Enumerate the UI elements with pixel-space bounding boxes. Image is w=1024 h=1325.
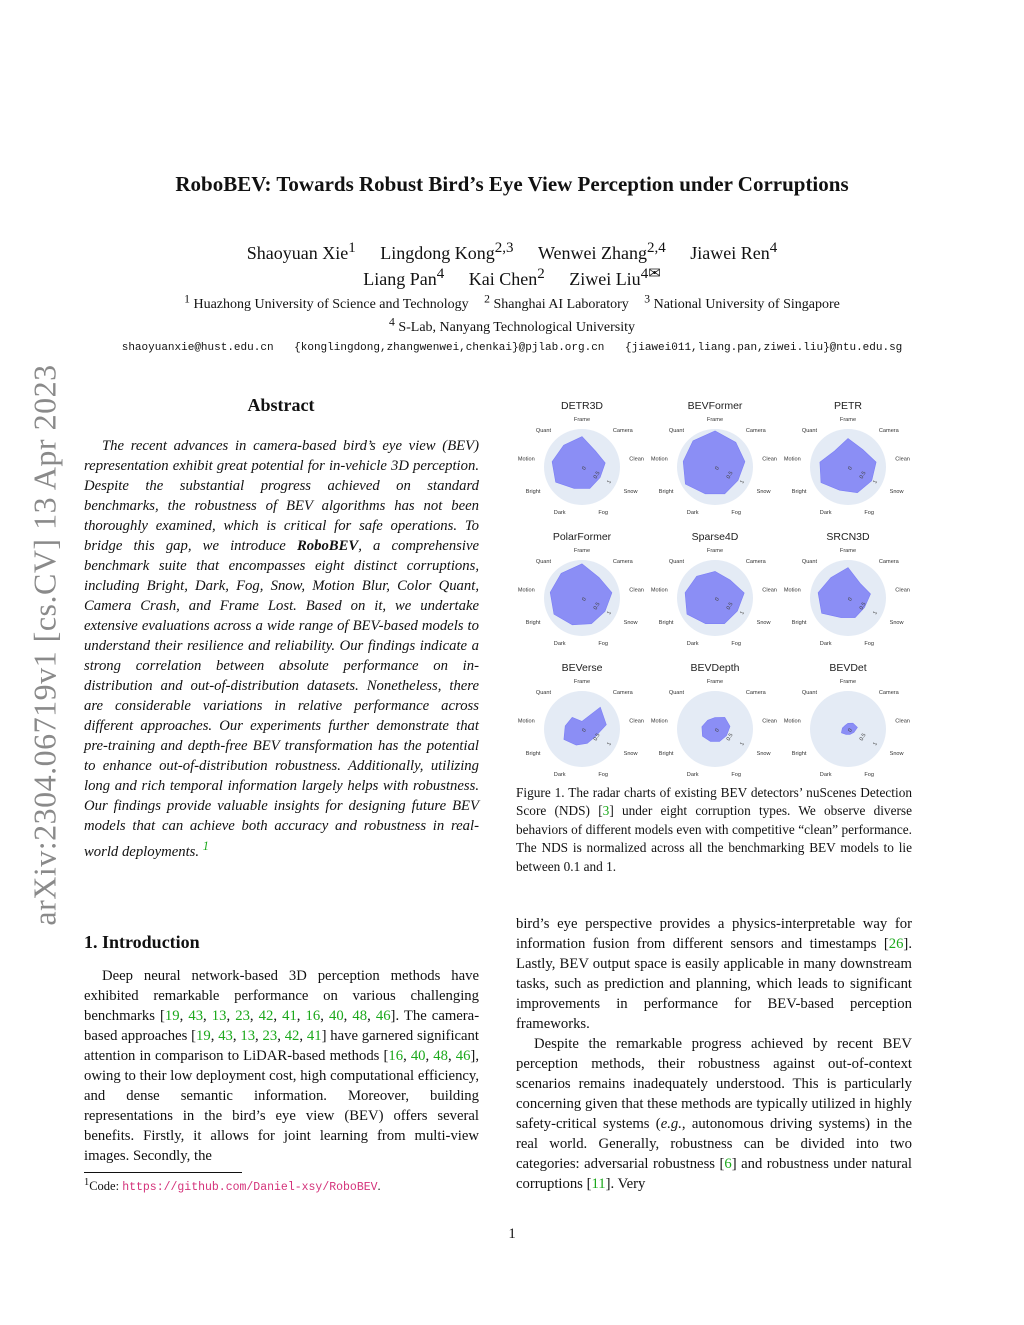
radar-axis-label: Frame bbox=[839, 417, 857, 423]
radar-tick-label: 1 bbox=[606, 610, 613, 616]
radar-axis-label: Snow bbox=[889, 489, 904, 495]
radar-axis-label: Snow bbox=[623, 751, 638, 757]
radar-chart-title: PETR bbox=[833, 400, 863, 412]
radar-tick-label: 0.5 bbox=[592, 470, 602, 480]
radar-chart-title: DETR3D bbox=[560, 400, 604, 412]
author: Liang Pan$^4$ bbox=[363, 266, 445, 289]
radar-axis-label: Frame bbox=[573, 548, 591, 554]
radar-axis-label: Camera bbox=[745, 690, 766, 697]
radar-axis-label: Quant bbox=[535, 690, 552, 697]
radar-chart bbox=[518, 662, 644, 778]
radar-chart-title: BEVerse bbox=[561, 662, 603, 674]
radar-axis-label: Bright bbox=[791, 620, 807, 626]
radar-axis-label: Quant bbox=[535, 559, 552, 566]
author-emails bbox=[0, 342, 1024, 354]
affiliation: $^3$ National University of Singapore bbox=[644, 292, 840, 312]
citation[interactable]: 23 bbox=[235, 1008, 250, 1024]
radar-chart bbox=[518, 400, 644, 516]
radar-axis-label: Camera bbox=[612, 559, 633, 566]
radar-tick-label: 0 bbox=[714, 465, 721, 472]
authors-line-1 bbox=[0, 240, 1024, 264]
footnote-rule bbox=[84, 1172, 242, 1173]
radar-axis-label: Camera bbox=[878, 428, 899, 435]
radar-tick-label: 1 bbox=[872, 610, 879, 616]
radar-axis-label: Dark bbox=[819, 510, 832, 517]
radar-chart-title: BEVDepth bbox=[690, 662, 740, 674]
radar-axis-label: Camera bbox=[612, 690, 633, 697]
radar-axis-label: Frame bbox=[839, 548, 857, 554]
citation[interactable]: 46 bbox=[455, 1048, 471, 1064]
radar-tick-label: 0 bbox=[847, 727, 854, 734]
arxiv-identifier: arXiv:2304.06719v1 [cs.CV] 13 Apr 2023 bbox=[26, 364, 63, 926]
radar-axis-label: Snow bbox=[756, 751, 771, 757]
citation[interactable]: 43 bbox=[218, 1028, 233, 1044]
radar-axis-label: Clean bbox=[762, 456, 777, 463]
radar-axis-label: Camera bbox=[878, 690, 899, 697]
affiliation: $^1$ Huazhong University of Science and Technology bbox=[184, 292, 469, 312]
radar-chart-title: BEVDet bbox=[829, 662, 867, 674]
footnote-mark[interactable]: 1 bbox=[202, 839, 209, 853]
radar-tick-label: 1 bbox=[739, 610, 746, 616]
radar-axis-label: Snow bbox=[889, 751, 904, 757]
footnote: $^1$Code: https://github.com/Daniel-xsy/RoboBEV. bbox=[84, 1177, 381, 1195]
radar-axis-label: Quant bbox=[668, 428, 685, 435]
radar-chart bbox=[651, 662, 777, 778]
citation[interactable]: 16 bbox=[388, 1048, 404, 1064]
page-number: 1 bbox=[508, 1226, 516, 1242]
radar-tick-label: 0.5 bbox=[592, 601, 602, 611]
radar-tick-label: 1 bbox=[606, 741, 613, 747]
radar-chart-figure bbox=[514, 392, 912, 779]
radar-axis-label: Clean bbox=[895, 456, 910, 463]
citation[interactable]: 40 bbox=[328, 1008, 344, 1024]
radar-axis-label: Motion bbox=[650, 587, 668, 594]
radar-axis-label: Dark bbox=[686, 772, 699, 779]
radar-axis-label: Bright bbox=[525, 751, 541, 757]
radar-tick-label: 1 bbox=[739, 741, 746, 747]
radar-axis-label: Motion bbox=[517, 456, 535, 463]
radar-axis-label: Fog bbox=[598, 641, 609, 648]
author: Kai Chen$^2$ bbox=[468, 266, 545, 289]
radar-axis-label: Camera bbox=[878, 559, 899, 566]
radar-axis-label: Motion bbox=[650, 456, 668, 463]
radar-axis-label: Bright bbox=[658, 751, 674, 757]
radar-axis-label: Quant bbox=[801, 559, 818, 566]
radar-axis-label: Bright bbox=[658, 489, 674, 495]
radar-axis-label: Dark bbox=[819, 641, 832, 648]
radar-axis-label: Clean bbox=[629, 718, 644, 725]
citation[interactable]: 42 bbox=[284, 1028, 300, 1044]
radar-tick-label: 0 bbox=[581, 596, 588, 603]
radar-axis-label: Motion bbox=[783, 587, 801, 594]
radar-tick-label: 1 bbox=[739, 479, 746, 485]
citation[interactable]: 43 bbox=[188, 1008, 204, 1024]
radar-axis-label: Dark bbox=[819, 772, 832, 779]
affiliations-line-2 bbox=[0, 315, 1024, 336]
radar-axis-label: Motion bbox=[783, 456, 801, 463]
radar-axis-label: Fog bbox=[864, 641, 875, 648]
radar-tick-label: 0 bbox=[714, 727, 721, 734]
citation[interactable]: 6 bbox=[724, 1156, 732, 1172]
radar-chart bbox=[651, 400, 777, 516]
radar-axis-label: Frame bbox=[839, 679, 857, 685]
radar-axis-label: Frame bbox=[573, 679, 591, 685]
radar-tick-label: 0 bbox=[714, 596, 721, 603]
radar-tick-label: 0.5 bbox=[858, 732, 868, 742]
email: shaoyuanxie@hust.edu.cn bbox=[121, 342, 274, 354]
citation[interactable]: 48 bbox=[433, 1048, 448, 1064]
radar-axis-label: Fog bbox=[731, 772, 742, 779]
author: Shaoyuan Xie$^1$ bbox=[246, 240, 356, 263]
radar-axis-label: Bright bbox=[525, 489, 541, 495]
radar-axis-label: Camera bbox=[745, 559, 766, 566]
radar-chart bbox=[518, 531, 644, 647]
radar-tick-label: 0 bbox=[581, 727, 588, 734]
citation[interactable]: 19 bbox=[164, 1008, 180, 1024]
radar-tick-label: 0.5 bbox=[725, 470, 735, 480]
radar-axis-label: Quant bbox=[801, 690, 818, 697]
section-heading-introduction: 1. Introduction bbox=[84, 932, 200, 952]
radar-tick-label: 0.5 bbox=[592, 732, 602, 742]
radar-chart bbox=[784, 400, 910, 516]
radar-axis-label: Dark bbox=[686, 641, 699, 648]
radar-axis-label: Motion bbox=[783, 718, 801, 725]
radar-axis-label: Snow bbox=[623, 489, 638, 495]
radar-axis-label: Bright bbox=[658, 620, 674, 626]
citation[interactable]: 11 bbox=[591, 1176, 606, 1192]
author: Ziwei Liu$^{4✉}$ bbox=[569, 266, 661, 289]
paper-title: RoboBEV: Towards Robust Bird’s Eye View Perception under Corruptions bbox=[175, 172, 849, 196]
radar-chart-title: BEVFormer bbox=[687, 400, 743, 412]
author: Lingdong Kong$^{2,3}$ bbox=[380, 240, 514, 263]
radar-axis-label: Clean bbox=[895, 587, 910, 594]
radar-axis-label: Quant bbox=[801, 428, 818, 435]
radar-axis-label: Camera bbox=[612, 428, 633, 435]
radar-axis-label: Motion bbox=[650, 718, 668, 725]
affiliation: $^2$ Shanghai AI Laboratory bbox=[484, 292, 629, 312]
radar-chart bbox=[651, 531, 777, 647]
citation[interactable]: 19 bbox=[196, 1028, 211, 1044]
citation[interactable]: 42 bbox=[258, 1008, 274, 1024]
radar-chart-title: PolarFormer bbox=[552, 531, 612, 543]
radar-chart-title: SRCN3D bbox=[826, 531, 870, 543]
radar-axis-label: Dark bbox=[686, 510, 699, 517]
radar-axis-label: Snow bbox=[889, 620, 904, 626]
citation[interactable]: 13 bbox=[211, 1008, 227, 1024]
radar-axis-label: Dark bbox=[553, 772, 566, 779]
affiliation: $^4$ S-Lab, Nanyang Technological University bbox=[388, 315, 636, 335]
radar-axis-label: Clean bbox=[762, 718, 777, 725]
radar-tick-label: 1 bbox=[872, 479, 879, 485]
radar-axis-label: Clean bbox=[629, 456, 644, 463]
radar-axis-label: Fog bbox=[864, 772, 875, 779]
radar-axis-label: Bright bbox=[525, 620, 541, 626]
arxiv-side-stamp bbox=[22, 345, 68, 945]
citation[interactable]: 41 bbox=[306, 1028, 322, 1044]
radar-axis-label: Fog bbox=[864, 510, 875, 517]
radar-tick-label: 0.5 bbox=[858, 470, 868, 480]
affiliations-line-1 bbox=[0, 292, 1024, 313]
radar-axis-label: Motion bbox=[517, 718, 535, 725]
paragraph: Despite the remarkable progress achieved by recent BEV perception methods, their robustness against out-of-context scenarios remains inadequately understood. This is particularly concerning given that these methods are typically utilized in highly safety-critical systems (e.g., autonomous driving systems) in the real world. Generally, robustness can be divided into two categories: adversarial robustness [6] and robustness under natural corruptions [11]. Very bbox=[516, 1036, 912, 1192]
radar-axis-label: Quant bbox=[668, 690, 685, 697]
radar-axis-label: Quant bbox=[668, 559, 685, 566]
citation[interactable]: 40 bbox=[410, 1048, 426, 1064]
radar-axis-label: Clean bbox=[895, 718, 910, 725]
author: Jiawei Ren$^4$ bbox=[690, 240, 778, 263]
radar-chart-title: Sparse4D bbox=[691, 531, 739, 543]
right-column-text bbox=[516, 914, 912, 1194]
citation[interactable]: 46 bbox=[375, 1008, 391, 1024]
citation[interactable]: 26 bbox=[888, 936, 904, 952]
radar-axis-label: Clean bbox=[762, 587, 777, 594]
radar-axis-label: Motion bbox=[517, 587, 535, 594]
email: {jiawei011,liang.pan,ziwei.liu}@ntu.edu.sg bbox=[625, 342, 903, 354]
radar-tick-label: 0 bbox=[847, 596, 854, 603]
radar-axis-label: Dark bbox=[553, 641, 566, 648]
radar-axis-label: Clean bbox=[629, 587, 644, 594]
citation[interactable]: 41 bbox=[282, 1008, 297, 1024]
radar-axis-label: Bright bbox=[791, 489, 807, 495]
radar-axis-label: Fog bbox=[598, 772, 609, 779]
radar-axis-label: Snow bbox=[623, 620, 638, 626]
radar-tick-label: 1 bbox=[606, 479, 613, 485]
author: Wenwei Zhang$^{2,4}$ bbox=[537, 240, 666, 263]
radar-axis-label: Frame bbox=[706, 548, 724, 554]
radar-chart bbox=[784, 662, 910, 778]
introduction-paragraph: Deep neural network-based 3D perception methods have exhibited remarkable performance on various challenging benchmarks [19, 43, 13, 23, 42, 41, 16, 40, 48, 46]. The camera-based approaches [19, 43, 13, 23, 42, 41] have garnered significant attention in comparison to LiDAR-based methods [16, 40, 48, 46], owing to their low deployment cost, high computational efficiency, and dense semantic information. Moreover, building representations in the bird’s eye view (BEV) offers several benefits. Firstly, it allows for joint learning from multi-view images. Secondly, the bbox=[84, 968, 480, 1164]
radar-axis-label: Frame bbox=[706, 417, 724, 423]
radar-axis-label: Dark bbox=[553, 510, 566, 517]
citation[interactable]: 13 bbox=[240, 1028, 256, 1044]
radar-axis-label: Frame bbox=[573, 417, 591, 423]
radar-tick-label: 1 bbox=[872, 741, 879, 747]
radar-axis-label: Fog bbox=[731, 510, 742, 517]
paragraph: bird’s eye perspective provides a physics-interpretable way for information fusion from different sensors and timestamps [26]. Lastly, BEV output space is easily applicable in many downstream tasks, such as prediction and planning, which leads to significant improvements in performance for BEV-based perception frameworks. bbox=[516, 916, 912, 1032]
radar-axis-label: Frame bbox=[706, 679, 724, 685]
abstract-heading: Abstract bbox=[247, 395, 315, 415]
citation[interactable]: 23 bbox=[262, 1028, 278, 1044]
citation[interactable]: 48 bbox=[352, 1008, 368, 1024]
radar-tick-label: 0 bbox=[847, 465, 854, 472]
radar-tick-label: 0.5 bbox=[725, 732, 735, 742]
radar-tick-label: 0 bbox=[581, 465, 588, 472]
citation[interactable]: 16 bbox=[305, 1008, 321, 1024]
radar-tick-label: 0.5 bbox=[725, 601, 735, 611]
radar-axis-label: Fog bbox=[598, 510, 609, 517]
radar-axis-label: Fog bbox=[731, 641, 742, 648]
figure-caption: Figure 1. The radar charts of existing BEV detectors’ nuScenes Detection Score (NDS) [3] under eight corruption types. We observe diverse behaviors of different models even with competitive “clean” performance. The NDS is normalized across all the benchmarking BEV models to lie between 0.1 and 1. bbox=[516, 785, 912, 874]
radar-axis-label: Quant bbox=[535, 428, 552, 435]
radar-axis-label: Snow bbox=[756, 620, 771, 626]
code-link[interactable]: https://github.com/Daniel-xsy/RoboBEV bbox=[122, 1181, 378, 1195]
radar-axis-label: Snow bbox=[756, 489, 771, 495]
abstract-body: The recent advances in camera-based bird’s eye view (BEV) representation exhibit great potential for in-vehicle 3D perception. Despite the substantial progress achieved on standard benchmarks, the robustness of BEV algorithms has not been thoroughly examined, which is critical for safe operations. To bridge this gap, we introduce RoboBEV, a comprehensive benchmark suite that encompasses eight distinct corruptions, including Bright, Dark, Fog, Snow, Motion Blur, Color Quant, Camera Crash, and Frame Lost. Based on it, we undertake extensive evaluations across a wide range of BEV-based models to understand their resilience and reliability. Our findings indicate a strong correlation between absolute performance on in-distribution and out-of-distribution datasets. Nonetheless, there are considerable variations in relative performance across different approaches. Our experiments further demonstrate that pre-training and depth-free BEV transformation has the potential to enhance out-of-distribution robustness. Additionally, utilizing long and rich temporal information largely helps with robustness. Our findings provide valuable insights for designing future BEV models that can achieve both accuracy and robustness in real-world deployments. $^1$ bbox=[84, 438, 479, 860]
radar-axis-label: Camera bbox=[745, 428, 766, 435]
authors-line-2 bbox=[0, 264, 1024, 290]
citation[interactable]: 3 bbox=[602, 803, 610, 819]
robobev-emphasis: RoboBEV bbox=[296, 538, 359, 554]
email: {konglingdong,zhangwenwei,chenkai}@pjlab.org.cn bbox=[294, 342, 605, 354]
radar-chart bbox=[784, 531, 910, 647]
radar-tick-label: 0.5 bbox=[858, 601, 868, 611]
radar-axis-label: Bright bbox=[791, 751, 807, 757]
